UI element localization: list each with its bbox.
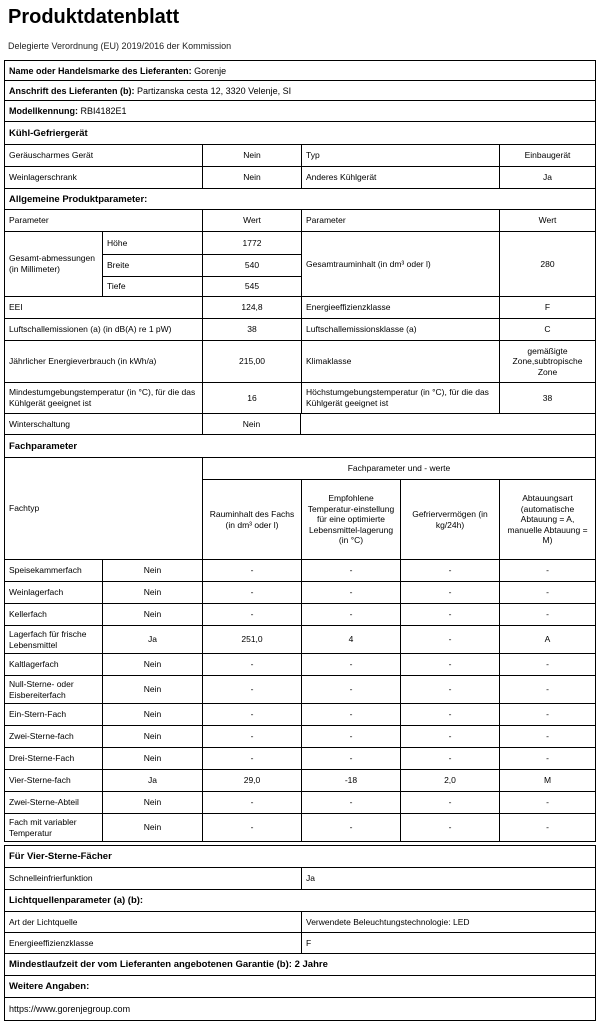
compartment-name: Zwei-Sterne-Abteil [9, 797, 79, 808]
compartment-volume: 251,0 [202, 626, 301, 653]
compartment-row [4, 559, 596, 582]
compartment-defrost: - [499, 726, 595, 747]
compartment-temp: 4 [301, 626, 400, 653]
compartment-volume: - [202, 582, 301, 603]
compartment-row [4, 769, 596, 792]
compartment-temp: - [301, 792, 400, 813]
compartment-present: Ja [102, 626, 202, 653]
compartment-name: Weinlagerfach [9, 587, 64, 598]
section-four-star: Für Vier-Sterne-Fächer [4, 845, 596, 868]
model-row [4, 100, 596, 122]
compartment-freeze: - [400, 560, 499, 581]
section-general: Allgemeine Produktparameter: [4, 188, 596, 210]
model-label: Modellkennung: [9, 106, 78, 116]
compartment-freeze: - [400, 626, 499, 653]
section-appliance: Kühl-Gefriergerät [4, 121, 596, 145]
compartment-volume: - [202, 792, 301, 813]
supplier-row [4, 60, 596, 81]
compartment-volume: - [202, 560, 301, 581]
appliance-row: Weinlagerschrank Nein Anderes Kühlgerät Ja [4, 166, 596, 189]
compartment-name: Fach mit variabler Temperatur [9, 816, 77, 838]
dimensions-block: Gesamt-abmessungen (in Millimeter) Höhe Breite Tiefe 1772 540 545 Gesamtrauminhalt (in dm³ oder l) 280 [4, 231, 596, 297]
general-row: EEI 124,8 Energieeffizienzklasse F [4, 296, 596, 319]
compartment-volume: - [202, 604, 301, 625]
compartment-temp: - [301, 582, 400, 603]
compartment-defrost: - [499, 604, 595, 625]
compartment-freeze: 2,0 [400, 770, 499, 791]
compartment-present: Ja [102, 770, 202, 791]
compartment-row [4, 747, 596, 770]
compartment-defrost: - [499, 582, 595, 603]
compartment-volume: - [202, 676, 301, 703]
compartment-freeze: - [400, 604, 499, 625]
compartment-name: Ein-Stern-Fach [9, 709, 67, 720]
compartment-temp: - [301, 704, 400, 725]
compartment-temp: - [301, 748, 400, 769]
warranty-row [4, 953, 596, 976]
compartment-freeze: - [400, 654, 499, 675]
general-row: Jährlicher Energieverbrauch (in kWh/a) 215,00 Klimaklasse gemäßigte Zone,subtropische Zone [4, 340, 596, 383]
general-row: Luftschallemissionen (a) (in dB(A) re 1 pW) 38 Luftschallemissionsklasse (a) C [4, 318, 596, 341]
compartment-row [4, 625, 596, 654]
compartment-defrost: - [499, 792, 595, 813]
compartment-volume: - [202, 654, 301, 675]
compartment-present: Nein [102, 792, 202, 813]
compartment-freeze: - [400, 814, 499, 841]
compartment-name: Drei-Sterne-Fach [9, 753, 75, 764]
compartment-temp: - [301, 604, 400, 625]
compartment-defrost: A [499, 626, 595, 653]
compartment-temp: - [301, 654, 400, 675]
section-light: Lichtquellenparameter (a) (b): [4, 889, 596, 912]
compartment-defrost: - [499, 676, 595, 703]
manufacturer-url[interactable]: https://www.gorenjegroup.com [9, 1004, 131, 1014]
compartment-present: Nein [102, 604, 202, 625]
compartment-present: Nein [102, 748, 202, 769]
light-row: Art der Lichtquelle Verwendete Beleuchtungstechnologie: LED [4, 911, 596, 933]
compartment-row [4, 725, 596, 748]
address-row [4, 80, 596, 101]
compartment-row [4, 581, 596, 604]
compartment-present: Nein [102, 560, 202, 581]
compartment-freeze: - [400, 726, 499, 747]
compartment-temp: - [301, 676, 400, 703]
compartment-name: Vier-Sterne-fach [9, 775, 71, 786]
compartment-row [4, 653, 596, 676]
general-row: Mindestumgebungstemperatur (in °C), für die das Kühlgerät geeignet ist 16 Höchstumgebungstemperatur (in °C), für die das Kühlgerät geeignet ist 38 [4, 382, 596, 414]
compartment-volume: 29,0 [202, 770, 301, 791]
compartment-temp: - [301, 726, 400, 747]
compartment-volume: - [202, 748, 301, 769]
warranty-value: 2 Jahre [294, 959, 328, 970]
compartment-row [4, 791, 596, 814]
section-compartment: Fachparameter [4, 434, 596, 458]
compartment-volume: - [202, 704, 301, 725]
compartment-freeze: - [400, 704, 499, 725]
supplier-value: Gorenje [194, 65, 227, 76]
compartment-defrost: - [499, 560, 595, 581]
address-label: Anschrift des Lieferanten (b): [9, 85, 135, 96]
compartment-present: Nein [102, 814, 202, 841]
compartment-freeze: - [400, 582, 499, 603]
compartment-freeze: - [400, 748, 499, 769]
compartment-row [4, 813, 596, 842]
compartment-defrost: - [499, 704, 595, 725]
compartment-temp: - [301, 560, 400, 581]
compartment-volume: - [202, 814, 301, 841]
compartment-volume: - [202, 726, 301, 747]
compartment-name: Zwei-Sterne-fach [9, 731, 74, 742]
compartment-defrost: M [499, 770, 595, 791]
compartment-row [4, 703, 596, 726]
compartment-present: Nein [102, 676, 202, 703]
compartment-name: Lagerfach für frische Lebensmittel [9, 628, 87, 650]
compartment-name: Kaltlagerfach [9, 659, 59, 670]
compartment-name: Kellerfach [9, 609, 47, 620]
quick-freeze-row: Schnelleinfrierfunktion Ja [4, 867, 596, 890]
compartment-present: Nein [102, 726, 202, 747]
warranty-label: Mindestlaufzeit der vom Lieferanten angebotenen Garantie (b): [9, 959, 292, 970]
compartment-temp: - [301, 814, 400, 841]
model-value: RBI4182E1 [80, 106, 127, 116]
compartment-defrost: - [499, 748, 595, 769]
page-title: Produktdatenblatt [8, 6, 180, 28]
light-row: Energieeffizienzklasse F [4, 932, 596, 954]
address-value: Partizanska cesta 12, 3320 Velenje, SI [137, 85, 292, 96]
appliance-row: Geräuscharmes Gerät Nein Typ Einbaugerät [4, 144, 596, 167]
compartment-freeze: - [400, 676, 499, 703]
compartment-temp: -18 [301, 770, 400, 791]
compartment-row [4, 675, 596, 704]
regulation-subtitle: Delegierte Verordnung (EU) 2019/2016 der Kommission [8, 41, 232, 51]
winter-row: Winterschaltung Nein [4, 413, 596, 435]
compartment-defrost: - [499, 814, 595, 841]
compartment-name: Null-Sterne- oder Eisbereiterfach [9, 678, 74, 700]
url-row [4, 997, 596, 1021]
compartment-name: Speisekammerfach [9, 565, 82, 576]
compartment-freeze: - [400, 792, 499, 813]
compartment-header: Fachtyp Fachparameter und - werte Rauminhalt des Fachs (in dm³ oder l) Empfohlene Temperatur-einstellung für eine optimierte Lebensmittel-lagerung (in °C) Gefriervermögen (in kg/24h) Abtauungsart (automatische Abtauung = A, manuelle Abtauung = M) [4, 457, 596, 560]
supplier-label: Name oder Handelsmarke des Lieferanten: [9, 65, 192, 76]
general-header-row: Parameter Wert Parameter Wert [4, 209, 596, 232]
compartment-present: Nein [102, 582, 202, 603]
section-more: Weitere Angaben: [4, 975, 596, 998]
compartment-present: Nein [102, 654, 202, 675]
compartment-present: Nein [102, 704, 202, 725]
compartment-defrost: - [499, 654, 595, 675]
compartment-row [4, 603, 596, 626]
